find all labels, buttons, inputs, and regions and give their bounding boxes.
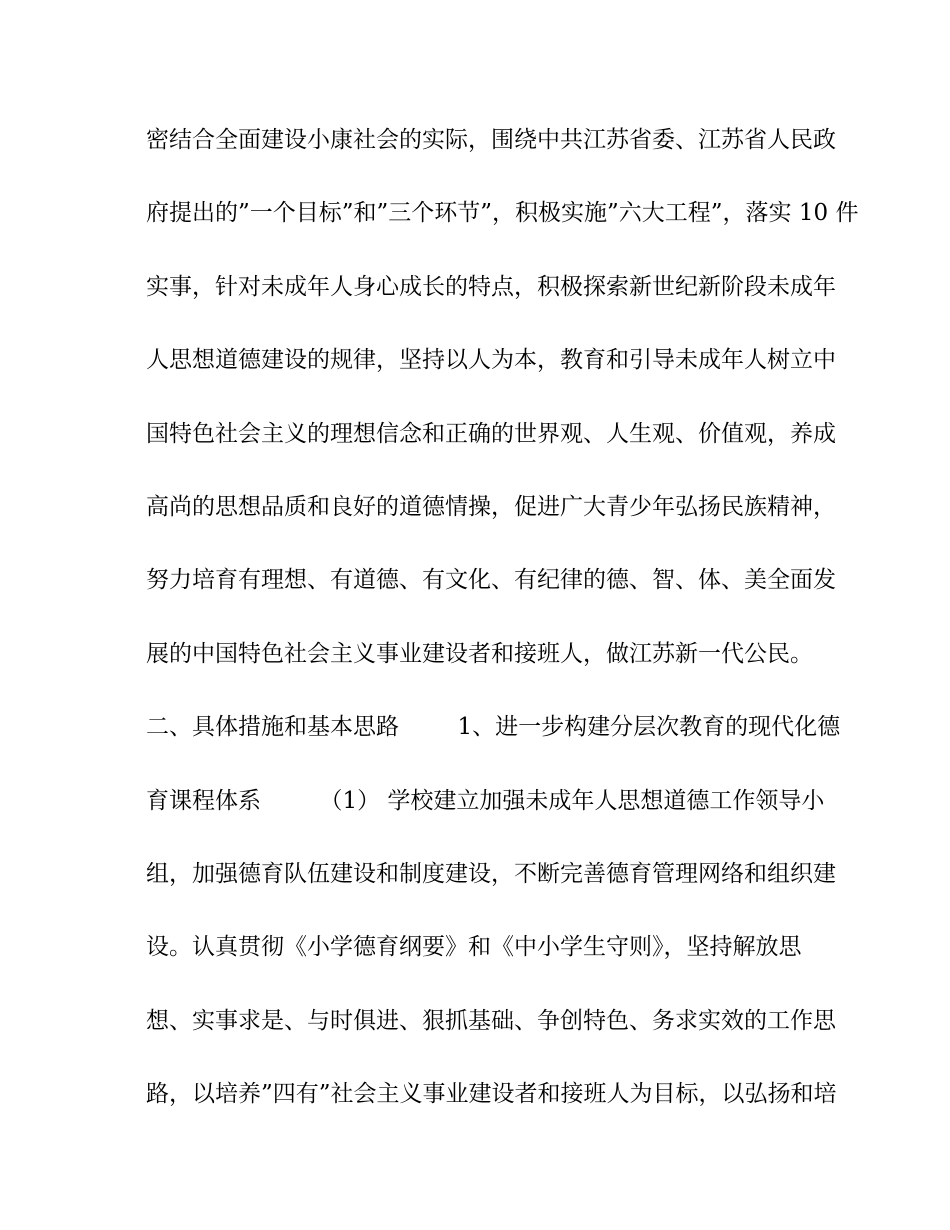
text-line: 实事，针对未成年人身心成长的特点，积极探索新世纪新阶段未成年 <box>146 273 836 300</box>
text-line: 国特色社会主义的理想信念和正确的世界观、人生观、价值观，养成 <box>146 420 836 447</box>
body-text <box>146 120 859 1147</box>
text-line: 想、实事求是、与时俱进、狠抓基础、争创特色、务求实效的工作思 <box>146 1007 836 1034</box>
text-line: 二、具体措施和基本思路 1、进一步构建分层次教育的现代化德 <box>146 714 841 741</box>
text-line: 路，以培养”四有”社会主义事业建设者和接班人为目标，以弘扬和培 <box>146 1081 837 1108</box>
text-line: 设。认真贯彻《小学德育纲要》和《中小学生守则》，坚持解放思 <box>146 934 802 961</box>
text-line: 密结合全面建设小康社会的实际，围绕中共江苏省委、江苏省人民政 <box>146 127 836 153</box>
text-line: 努力培育有理想、有道德、有文化、有纪律的德、智、体、美全面发 <box>146 567 836 594</box>
text-line: 府提出的”一个目标”和”三个环节”，积极实施”六大工程”，落实 10 件 <box>146 200 859 227</box>
text-line: 人思想道德建设的规律，坚持以人为本，教育和引导未成年人树立中 <box>146 347 836 374</box>
text-line: 高尚的思想品质和良好的道德情操，促进广大青少年弘扬民族精神， <box>146 493 836 520</box>
text-line: 组，加强德育队伍建设和制度建设，不断完善德育管理网络和组织建 <box>146 860 836 887</box>
text-line: 展的中国特色社会主义事业建设者和接班人，做江苏新一代公民。 <box>146 640 813 667</box>
text-line: 育课程体系 （1） 学校建立加强未成年人思想道德工作领导小 <box>146 787 825 814</box>
